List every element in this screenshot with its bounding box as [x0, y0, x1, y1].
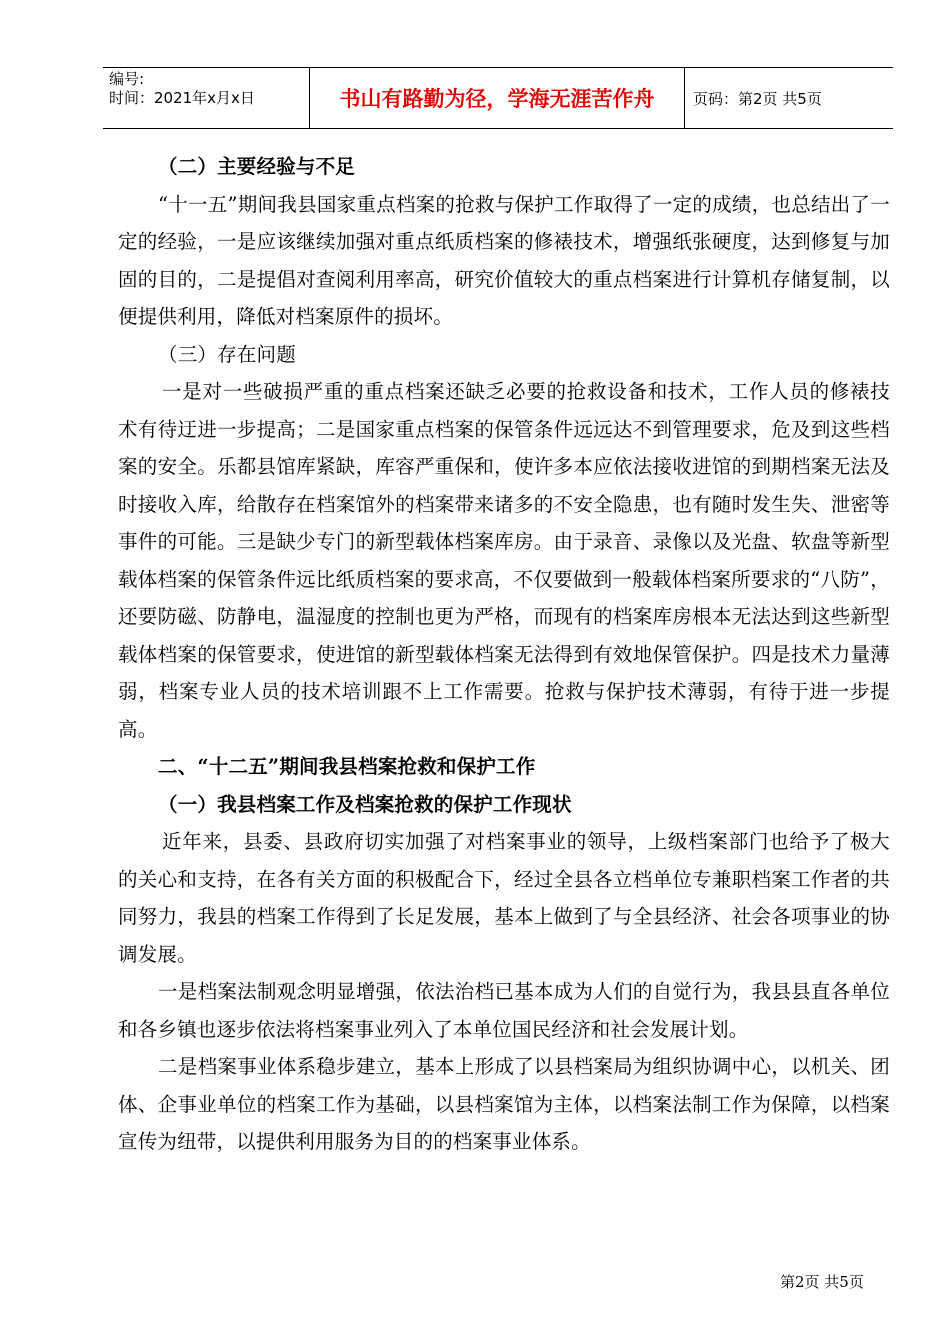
paragraph: 近年来，县委、县政府切实加强了对档案事业的领导，上级档案部门也给予了极大的关心和支持，在各有关方面的积极配合下，经过全县各立档单位专兼职档案工作者的共同努力，我县的档案工作得到了长足发展，基本上做到了与全县经济、社会各项事业的协调发展。: [118, 830, 890, 966]
document-body: [118, 148, 890, 1161]
motto: 书山有路勤为径，学海无涯苦作舟: [310, 68, 685, 128]
paragraph: 二是档案事业体系稳步建立，基本上形成了以县档案局为组织协调中心，以机关、团体、企事业单位的档案工作为基础，以县档案馆为主体，以档案法制工作为保障，以档案宣传为纽带，以提供利用服务为目的的档案事业体系。: [118, 1055, 890, 1153]
time-label: 时间：2021年x月x日: [109, 89, 255, 107]
header-table: [103, 67, 893, 129]
paragraph: 一是档案法制观念明显增强，依法治档已基本成为人们的自觉行为，我县县直各单位和各乡镇也逐步依法将档案事业列入了本单位国民经济和社会发展计划。: [118, 980, 890, 1041]
page-footer: 第2页 共5页: [780, 1273, 864, 1291]
number-label: 编号:: [109, 70, 145, 88]
header-left-cell: [103, 68, 310, 128]
heading-experience: （二）主要经验与不足: [158, 155, 356, 178]
page-label: 页码：第2页 共5页: [693, 89, 822, 108]
paragraph: “十一五”期间我县国家重点档案的抢救与保护工作取得了一定的成绩，也总结出了一定的经验，一是应该继续加强对重点纸质档案的修裱技术，增强纸张硬度，达到修复与加固的目的，二是提倡对查阅利用率高，研究价值较大的重点档案进行计算机存储复制，以便提供利用，降低对档案原件的损坏。: [118, 192, 890, 328]
heading-problems: （三）存在问题: [158, 342, 296, 366]
paragraph: 一是对一些破损严重的重点档案还缺乏必要的抢救设备和技术，工作人员的修裱技术有待迂进一步提高；二是国家重点档案的保管条件远远达不到管理要求，危及到这些档案的安全。乐都县馆库紧缺，库容严重保和，使许多本应依法接收进馆的到期档案无法及时接收入库，给散存在档案馆外的档案带来诸多的不安全隐患，也有随时发生失、泄密等事件的可能。三是缺少专门的新型载体档案库房。由于录音、录像以及光盘、软盘等新型载体档案的保管条件远比纸质档案的要求高，不仅要做到一般载体档案所要求的“八防”，还要防磁、防静电，温湿度的控制也更为严格，而现有的档案库房根本无法达到这些新型载体档案的保管要求，使进馆的新型载体档案无法得到有效地保管保护。四是技术力量薄弱，档案专业人员的技术培训跟不上工作需要。抢救与保护技术薄弱，有待于进一步提高。: [118, 380, 890, 741]
heading-current-status: （一）我县档案工作及档案抢救的保护工作现状: [158, 792, 572, 816]
heading-section-two: 二、“十二五”期间我县档案抢救和保护工作: [158, 755, 536, 778]
